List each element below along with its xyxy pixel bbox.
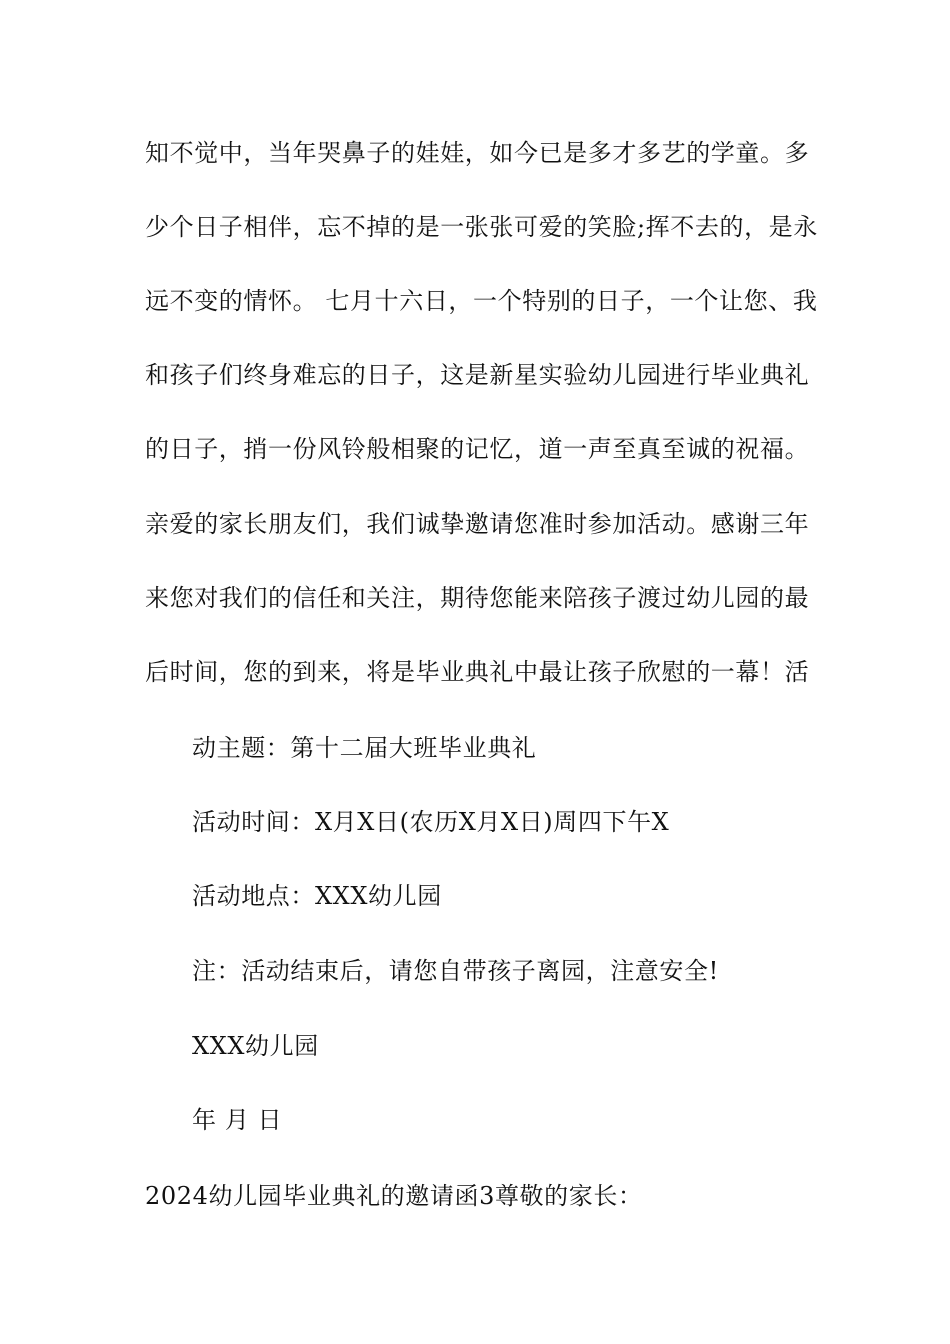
activity-note: 注：活动结束后，请您自带孩子离园，注意安全! <box>192 957 719 985</box>
paragraph-line-7: 来您对我们的信任和关注，期待您能来陪孩子渡过幼儿园的最 <box>145 584 810 612</box>
paragraph-line-1: 知不觉中，当年哭鼻子的娃娃，如今已是多才多艺的学童。多 <box>145 139 810 167</box>
activity-time: 活动时间：X月X日(农历X月X日)周四下午X <box>192 808 670 836</box>
signature: XXX幼儿园 <box>192 1032 319 1060</box>
activity-place: 活动地点：XXX幼儿园 <box>192 882 442 910</box>
paragraph-line-4: 和孩子们终身难忘的日子，这是新星实验幼儿园进行毕业典礼 <box>145 361 810 389</box>
next-section-heading: 2024幼儿园毕业典礼的邀请函3尊敬的家长： <box>145 1182 643 1210</box>
paragraph-line-6: 亲爱的家长朋友们，我们诚挚邀请您准时参加活动。感谢三年 <box>145 510 810 538</box>
paragraph-line-8: 后时间，您的到来，将是毕业典礼中最让孩子欣慰的一幕！活 <box>145 658 810 686</box>
paragraph-line-5: 的日子，捎一份风铃般相聚的记忆，道一声至真至诚的祝福。 <box>145 435 810 463</box>
activity-theme: 动主题：第十二届大班毕业典礼 <box>192 734 537 762</box>
paragraph-line-2: 少个日子相伴，忘不掉的是一张张可爱的笑脸;挥不去的，是永 <box>145 213 818 241</box>
date-line: 年 月 日 <box>192 1106 283 1134</box>
paragraph-line-3: 远不变的情怀。 七月十六日，一个特别的日子，一个让您、我 <box>145 287 818 315</box>
